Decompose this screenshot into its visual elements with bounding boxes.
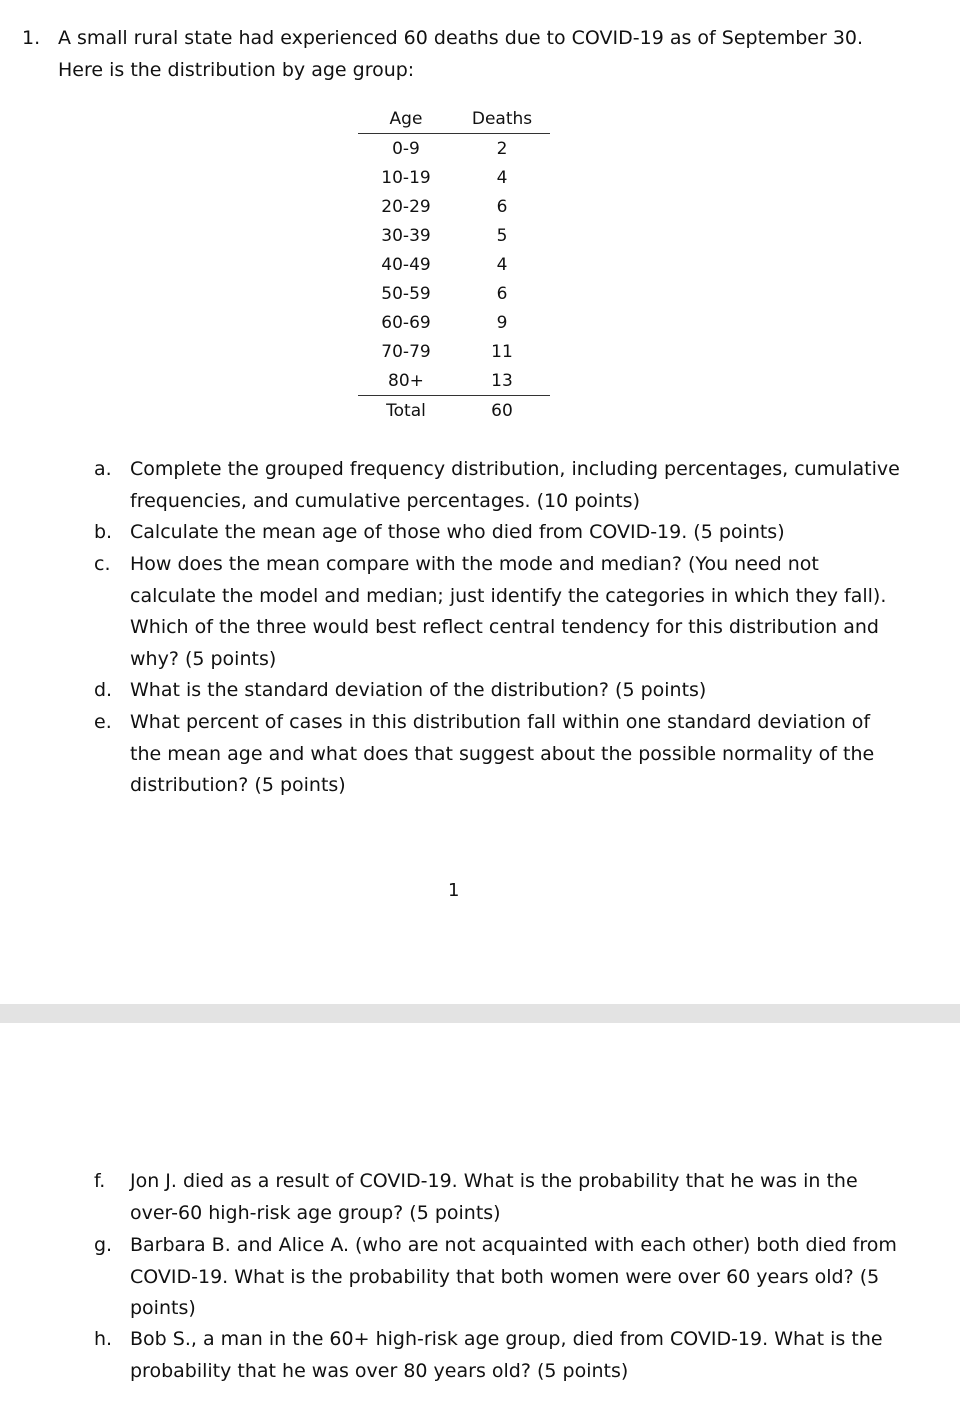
age-cell: 60-69	[381, 312, 431, 333]
part-label: e.	[94, 711, 112, 733]
deaths-cell: 2	[496, 138, 508, 159]
part-text: Bob S., a man in the 60+ high-risk age group, died from COVID-19. What is the probability that he was over 80 years old? (5 points)	[130, 1328, 883, 1382]
question-text-line-1: A small rural state had experienced 60 deaths due to COVID-19 as of September 30.	[58, 27, 864, 49]
age-cell: 30-39	[381, 225, 431, 246]
table-row	[358, 337, 550, 366]
deaths-cell: 5	[496, 225, 508, 246]
age-cell: 10-19	[381, 167, 431, 188]
age-cell: 50-59	[381, 283, 431, 304]
column-header-age: Age	[358, 104, 454, 134]
deaths-cell: 4	[496, 167, 508, 188]
part-label: b.	[94, 521, 113, 543]
age-cell: 80+	[358, 366, 454, 396]
part-text: Calculate the mean age of those who died from COVID-19. (5 points)	[130, 521, 785, 543]
table-row	[358, 279, 550, 308]
deaths-cell: 6	[496, 196, 508, 217]
total-value-cell: 60	[491, 401, 513, 422]
part-label: f.	[94, 1170, 106, 1192]
total-label-cell: Total	[386, 401, 426, 422]
part-text: How does the mean compare with the mode and median? (You need not calculate the model and median; just identify the categories in which they fall). Which of the three would best reflect central tendency for this distribution and why? (5 points)	[130, 553, 887, 670]
part-label: h.	[94, 1328, 113, 1350]
part-label: a.	[94, 458, 112, 480]
deaths-cell: 13	[454, 366, 550, 396]
table-row	[358, 366, 550, 396]
age-cell: 0-9	[392, 138, 420, 159]
table-row	[358, 250, 550, 279]
age-cell: 20-29	[381, 196, 431, 217]
part-label: d.	[94, 679, 113, 701]
deaths-cell: 9	[496, 312, 508, 333]
deaths-cell: 6	[496, 283, 508, 304]
table-header-row	[358, 104, 550, 134]
age-cell: 40-49	[381, 254, 431, 275]
page-break-divider	[0, 1004, 960, 1023]
question-text-line-2: Here is the distribution by age group:	[58, 59, 415, 81]
table-row	[358, 308, 550, 337]
part-text: Barbara B. and Alice A. (who are not acquainted with each other) both died from COVID-19. What is the probability that both women were over 60 years old? (5 points)	[130, 1234, 897, 1320]
part-text: Jon J. died as a result of COVID-19. What is the probability that he was in the over-60 high-risk age group? (5 points)	[130, 1170, 858, 1224]
question-number: 1.	[22, 27, 41, 49]
part-label: g.	[94, 1234, 113, 1256]
part-text: What is the standard deviation of the distribution? (5 points)	[130, 679, 707, 701]
table-row	[358, 221, 550, 250]
page-number: 1	[448, 880, 460, 901]
table-row	[358, 134, 550, 164]
deaths-by-age-table	[358, 104, 550, 427]
part-text: Complete the grouped frequency distribution, including percentages, cumulative frequencies, and cumulative percentages. (10 points)	[130, 458, 900, 512]
part-text: What percent of cases in this distribution fall within one standard deviation of the mean age and what does that suggest about the possible normality of the distribution? (5 points)	[130, 711, 875, 797]
deaths-cell: 4	[496, 254, 508, 275]
age-cell: 70-79	[381, 341, 431, 362]
table-row	[358, 192, 550, 221]
column-header-deaths: Deaths	[454, 104, 550, 134]
table-total-row	[358, 396, 550, 427]
part-label: c.	[94, 553, 111, 575]
table-row	[358, 163, 550, 192]
deaths-cell: 11	[491, 341, 513, 362]
